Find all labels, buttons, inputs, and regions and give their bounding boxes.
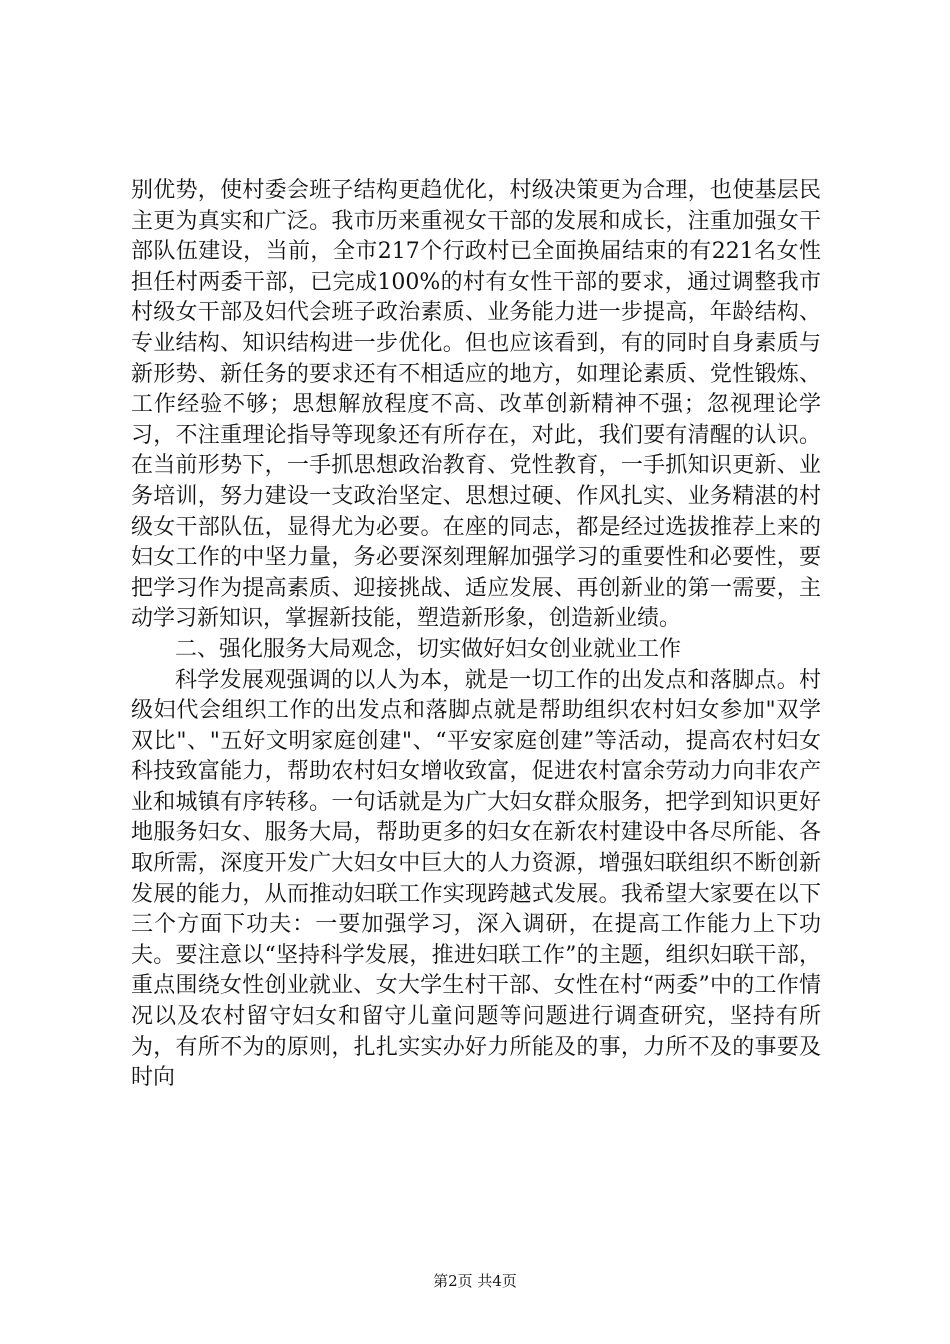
page-footer: 第2页 共4页 [433, 1272, 517, 1290]
body-paragraph: 科学发展观强调的以人为本，就是一切工作的出发点和落脚点。村级妇代会组织工作的出发点和落脚点就是帮助组织农村妇女参加"双学双比"、"五好文明家庭创建"、“平安家庭创建”等活动，提高农村妇女科技致富能力，帮助农村妇女增收致富，促进农村富余劳动力向非农产业和城镇有序转移。一句话就是为广大妇女群众服务，把学到知识更好地服务妇女、服务大局，帮助更多的妇女在新农村建设中各尽所能、各取所需，深度开发广大妇女中巨大的人力资源，增强妇联组织不断创新发展的能力，从而推动妇联工作实现跨越式发展。我希望大家要在以下三个方面下功夫：一要加强学习，深入调研，在提高工作能力上下功夫。要注意以“坚持科学发展，推进妇联工作”的主题，组织妇联干部，重点围绕女性创业就业、女大学生村干部、女性在村“两委”中的工作情况以及农村留守妇女和留守儿童问题等问题进行调查研究，坚持有所为，有所不为的原则，扎扎实实办好力所能及的事，力所不及的事要及时向 [131, 667, 821, 1091]
document-body [131, 176, 821, 1094]
body-paragraph-continued: 别优势，使村委会班子结构更趋优化，村级决策更为合理，也使基层民主更为真实和广泛。我市历来重视女干部的发展和成长，注重加强女干部队伍建设，当前，全市217个行政村已全面换届结束的有221名女性担任村两委干部，已完成100%的村有女性干部的要求，通过调整我市村级女干部及妇代会班子政治素质、业务能力进一步提高，年龄结构、专业结构、知识结构进一步优化。但也应该看到，有的同时自身素质与新形势、新任务的要求还有不相适应的地方，如理论素质、党性锻炼、工作经验不够；思想解放程度不高、改革创新精神不强；忽视理论学习，不注重理论指导等现象还有所存在，对此，我们要有清醒的认识。在当前形势下，一手抓思想政治教育、党性教育，一手抓知识更新、业务培训，努力建设一支政治坚定、思想过硬、作风扎实、业务精湛的村级女干部队伍，显得尤为必要。在座的同志，都是经过选拔推荐上来的妇女工作的中坚力量，务必要深刻理解加强学习的重要性和必要性，要把学习作为提高素质、迎接挑战、适应发展、再创新业的第一需要，主动学习新知识，掌握新技能，塑造新形象，创造新业绩。 [131, 178, 821, 632]
section-heading: 二、强化服务大局观念，切实做好妇女创业就业工作 [175, 636, 682, 662]
